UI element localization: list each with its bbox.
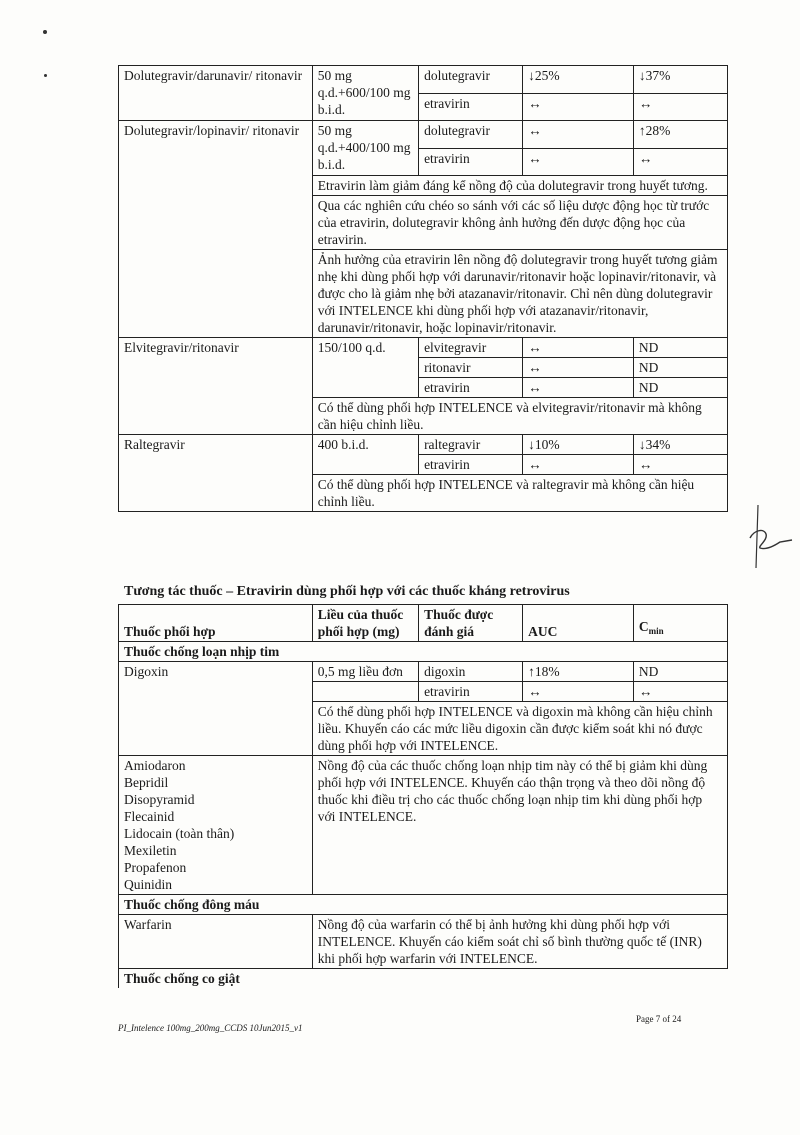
assessed-cell: elvitegravir xyxy=(419,338,523,358)
drug-name: Lidocain (toàn thân) xyxy=(124,826,235,841)
auc-cell: ↔ xyxy=(523,148,634,176)
table-row xyxy=(119,66,728,94)
drug-name: Amiodaron xyxy=(124,758,186,773)
speck xyxy=(44,74,47,77)
auc-cell: ↔ xyxy=(523,338,634,358)
auc-cell: ↑18% xyxy=(523,662,634,682)
drug-list-cell xyxy=(119,756,313,895)
cmin-cell: ND xyxy=(633,662,727,682)
drug-name: Propafenon xyxy=(124,860,187,875)
speck xyxy=(43,30,47,34)
cmin-cell: ↔ xyxy=(633,682,727,702)
assessed-cell: etravirin xyxy=(419,93,523,121)
cmin-cell: ↔ xyxy=(633,148,727,176)
assessed-cell: raltegravir xyxy=(419,435,523,455)
cmin-cell: ↔ xyxy=(633,455,727,475)
assessed-cell: dolutegravir xyxy=(419,121,523,149)
handwritten-mark xyxy=(740,500,800,570)
table-row xyxy=(119,915,728,969)
auc-cell: ↔ xyxy=(523,93,634,121)
dose-cell: 400 b.i.d. xyxy=(312,435,418,475)
drug-name: Mexiletin xyxy=(124,843,177,858)
drug-name: Bepridil xyxy=(124,775,169,790)
note-cell: Nồng độ của warfarin có thể bị ảnh hưởng khi dùng phối hợp với INTELENCE. Khuyến cáo kiểm soát chỉ số bình thường quốc tế (INR) khi phối hợp warfarin với INTELENCE. xyxy=(312,915,727,969)
cmin-cell: ↓34% xyxy=(633,435,727,455)
drug-name: Disopyramid xyxy=(124,792,195,807)
cmin-cell: ↓37% xyxy=(633,66,727,94)
auc-cell: ↔ xyxy=(523,121,634,149)
assessed-cell: etravirin xyxy=(419,148,523,176)
auc-cell: ↔ xyxy=(523,682,634,702)
table-header-row xyxy=(119,605,728,642)
note-cell: Có thể dùng phối hợp INTELENCE và raltegravir mà không cần hiệu chỉnh liều. xyxy=(312,475,727,512)
section-title: Tương tác thuốc – Etravirin dùng phối hợp với các thuốc kháng retrovirus xyxy=(124,584,570,599)
auc-cell: ↓25% xyxy=(523,66,634,94)
drug-cell: Digoxin xyxy=(119,662,313,756)
note-cell: Qua các nghiên cứu chéo so sánh với các số liệu dược động học từ trước của etravirin, dolutegravir không ảnh hưởng đến dược động học của etravirin. xyxy=(312,196,727,250)
category-anticoagulant: Thuốc chống đông máu xyxy=(119,895,728,915)
cmin-cell: ND xyxy=(633,338,727,358)
dose-cell: 0,5 mg liều đơn xyxy=(312,662,418,682)
category-anticonvulsant: Thuốc chống co giật xyxy=(119,969,728,989)
category-row xyxy=(119,642,728,662)
drug-name: Quinidin xyxy=(124,877,173,892)
footer-page-number: Page 7 of 24 xyxy=(636,1014,682,1024)
note-cell: Có thể dùng phối hợp INTELENCE và elvitegravir/ritonavir mà không cần hiệu chỉnh liều. xyxy=(312,398,727,435)
cmin-cell: ↔ xyxy=(633,93,727,121)
table-row xyxy=(119,121,728,149)
note-cell: Etravirin làm giảm đáng kể nồng độ của dolutegravir trong huyết tương. xyxy=(312,176,727,196)
note-cell: Ảnh hưởng của etravirin lên nồng độ dolutegravir trong huyết tương giảm nhẹ khi dùng phối hợp với darunavir/ritonavir hoặc lopinavir/ritonavir, và được cho là giảm nhẹ bởi atazanavir/ritonavir. Chỉ nên dùng dolutegravir với INTELENCE khi dùng phối hợp với atazanavir/ritonavir, darunavir/ritonavir, hoặc lopinavir/ritonavir. xyxy=(312,250,727,338)
auc-cell: ↓10% xyxy=(523,435,634,455)
table-row xyxy=(119,338,728,358)
dose-cell: 50 mg q.d.+600/100 mg b.i.d. xyxy=(312,66,418,121)
category-row xyxy=(119,895,728,915)
dose-cell: 50 mg q.d.+400/100 mg b.i.d. xyxy=(312,121,418,176)
cmin-cell: ND xyxy=(633,378,727,398)
drug-cell: Dolutegravir/darunavir/ ritonavir xyxy=(119,66,313,121)
assessed-cell: ritonavir xyxy=(419,358,523,378)
category-antiarrhythmic: Thuốc chống loạn nhịp tim xyxy=(119,642,728,662)
cmin-cell: ND xyxy=(633,358,727,378)
assessed-cell: etravirin xyxy=(419,378,523,398)
header-cmin-text: C xyxy=(638,619,649,634)
dose-cell: 150/100 q.d. xyxy=(312,338,418,398)
drug-cell: Elvitegravir/ritonavir xyxy=(119,338,313,435)
auc-cell: ↔ xyxy=(523,455,634,475)
dose-cell-empty xyxy=(312,682,418,702)
drug-cell: Warfarin xyxy=(119,915,313,969)
header-assessed: Thuốc được đánh giá xyxy=(419,605,523,642)
note-cell: Có thể dùng phối hợp INTELENCE và digoxin mà không cần hiệu chỉnh liều. Khuyến cáo các mức liều digoxin cần được kiểm soát khi nó được dùng phối hợp với INTELENCE. xyxy=(312,702,727,756)
footer-document-id: PI_Intelence 100mg_200mg_CCDS 10Jun2015_v1 xyxy=(118,1023,303,1033)
note-cell: Nồng độ của các thuốc chống loạn nhịp tim này có thể bị giảm khi dùng phối hợp với INTELENCE. Khuyến cáo thận trọng và theo dõi nồng độ thuốc khi điều trị cho các thuốc chống loạn nhịp tim khi dùng phối hợp với INTELENCE. xyxy=(312,756,727,895)
drug-cell: Raltegravir xyxy=(119,435,313,512)
header-dose: Liều của thuốc phối hợp (mg) xyxy=(312,605,418,642)
category-row xyxy=(119,969,728,989)
header-auc: AUC xyxy=(523,605,634,642)
header-cmin xyxy=(633,605,727,642)
interaction-table xyxy=(118,604,728,988)
drug-name: Flecainid xyxy=(124,809,175,824)
cmin-cell: ↑28% xyxy=(633,121,727,149)
auc-cell: ↔ xyxy=(523,378,634,398)
interaction-table-continued xyxy=(118,65,728,512)
table-row xyxy=(119,435,728,455)
header-drug: Thuốc phối hợp xyxy=(119,605,313,642)
assessed-cell: etravirin xyxy=(419,682,523,702)
table-row xyxy=(119,662,728,682)
assessed-cell: etravirin xyxy=(419,455,523,475)
assessed-cell: digoxin xyxy=(419,662,523,682)
header-cmin-sub: min xyxy=(648,626,664,636)
table-row xyxy=(119,756,728,895)
auc-cell: ↔ xyxy=(523,358,634,378)
drug-cell: Dolutegravir/lopinavir/ ritonavir xyxy=(119,121,313,338)
assessed-cell: dolutegravir xyxy=(419,66,523,94)
